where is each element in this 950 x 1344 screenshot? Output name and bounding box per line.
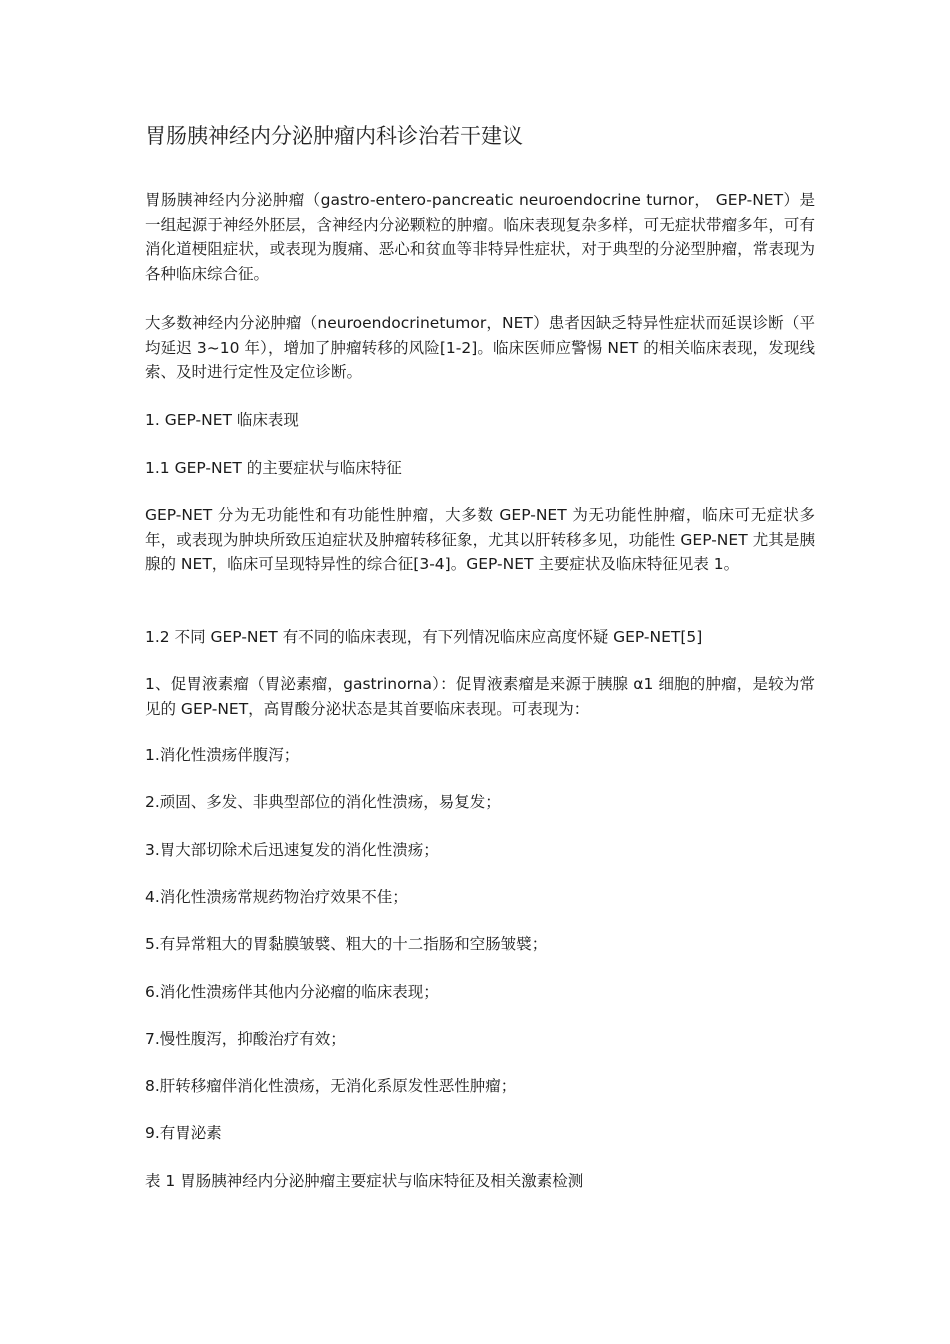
intro-paragraph-2: 大多数神经内分泌肿瘤（neuroendocrinetumor，NET）患者因缺乏特异性症状而延误诊断（平均延迟 3~10 年），增加了肿瘤转移的风险[1-2]。临床医师应警惕 NET 的相关临床表现，发现线索、及时进行定性及定位诊断。 xyxy=(145,314,815,381)
list-item: 4.消化性溃疡常规药物治疗效果不佳； xyxy=(145,888,408,906)
document-title: 胃肠胰神经内分泌肿瘤内科诊治若干建议 xyxy=(145,124,523,148)
list-item: 9.有胃泌素 xyxy=(145,1124,222,1142)
table-caption: 表 1 胃肠胰神经内分泌肿瘤主要症状与临床特征及相关激素检测 xyxy=(145,1172,584,1190)
list-item: 1.消化性溃疡伴腹泻； xyxy=(145,746,300,764)
section-1-1-body: GEP-NET 分为无功能性和有功能性肿瘤，大多数 GEP-NET 为无功能性肿瘤，临床可无症状多年，或表现为肿块所致压迫症状及肿瘤转移征象，尤其以肝转移多见，功能性 GEP-NET 尤其是胰腺的 NET，临床可呈现特异性的综合征[3-4]。GEP-NET 主要症状及临床特征见表 1。 xyxy=(145,506,815,573)
list-item: 5.有异常粗大的胃黏膜皱襞、粗大的十二指肠和空肠皱襞； xyxy=(145,935,548,953)
section-1-1-heading: 1.1 GEP-NET 的主要症状与临床特征 xyxy=(145,459,402,477)
intro-paragraph-1: 胃肠胰神经内分泌肿瘤（gastro-entero-pancreatic neuroendocrine turnor， GEP-NET）是一组起源于神经外胚层，含神经内分泌颗粒的肿瘤。临床表现复杂多样，可无症状带瘤多年，可有消化道梗阻症状，或表现为腹痛、恶心和贫血等非特异性症状，对于典型的分泌型肿瘤，常表现为各种临床综合征。 xyxy=(145,191,815,283)
list-item: 8.肝转移瘤伴消化性溃疡，无消化系原发性恶性肿瘤； xyxy=(145,1077,517,1095)
section-1-heading: 1. GEP-NET 临床表现 xyxy=(145,411,299,429)
section-1-2-heading: 1.2 不同 GEP-NET 有不同的临床表现，有下列情况临床应高度怀疑 GEP-NET[5] xyxy=(145,628,703,646)
gastrinoma-intro: 1、促胃液素瘤（胃泌素瘤，gastrinorna）：促胃液素瘤是来源于胰腺 α1 细胞的肿瘤，是较为常见的 GEP-NET，高胃酸分泌状态是其首要临床表现。可表现为： xyxy=(145,675,815,718)
list-item: 7.慢性腹泻，抑酸治疗有效； xyxy=(145,1030,346,1048)
list-item: 6.消化性溃疡伴其他内分泌瘤的临床表现； xyxy=(145,983,439,1001)
list-item: 2.顽固、多发、非典型部位的消化性溃疡，易复发； xyxy=(145,793,501,811)
list-item: 3.胃大部切除术后迅速复发的消化性溃疡； xyxy=(145,841,439,859)
